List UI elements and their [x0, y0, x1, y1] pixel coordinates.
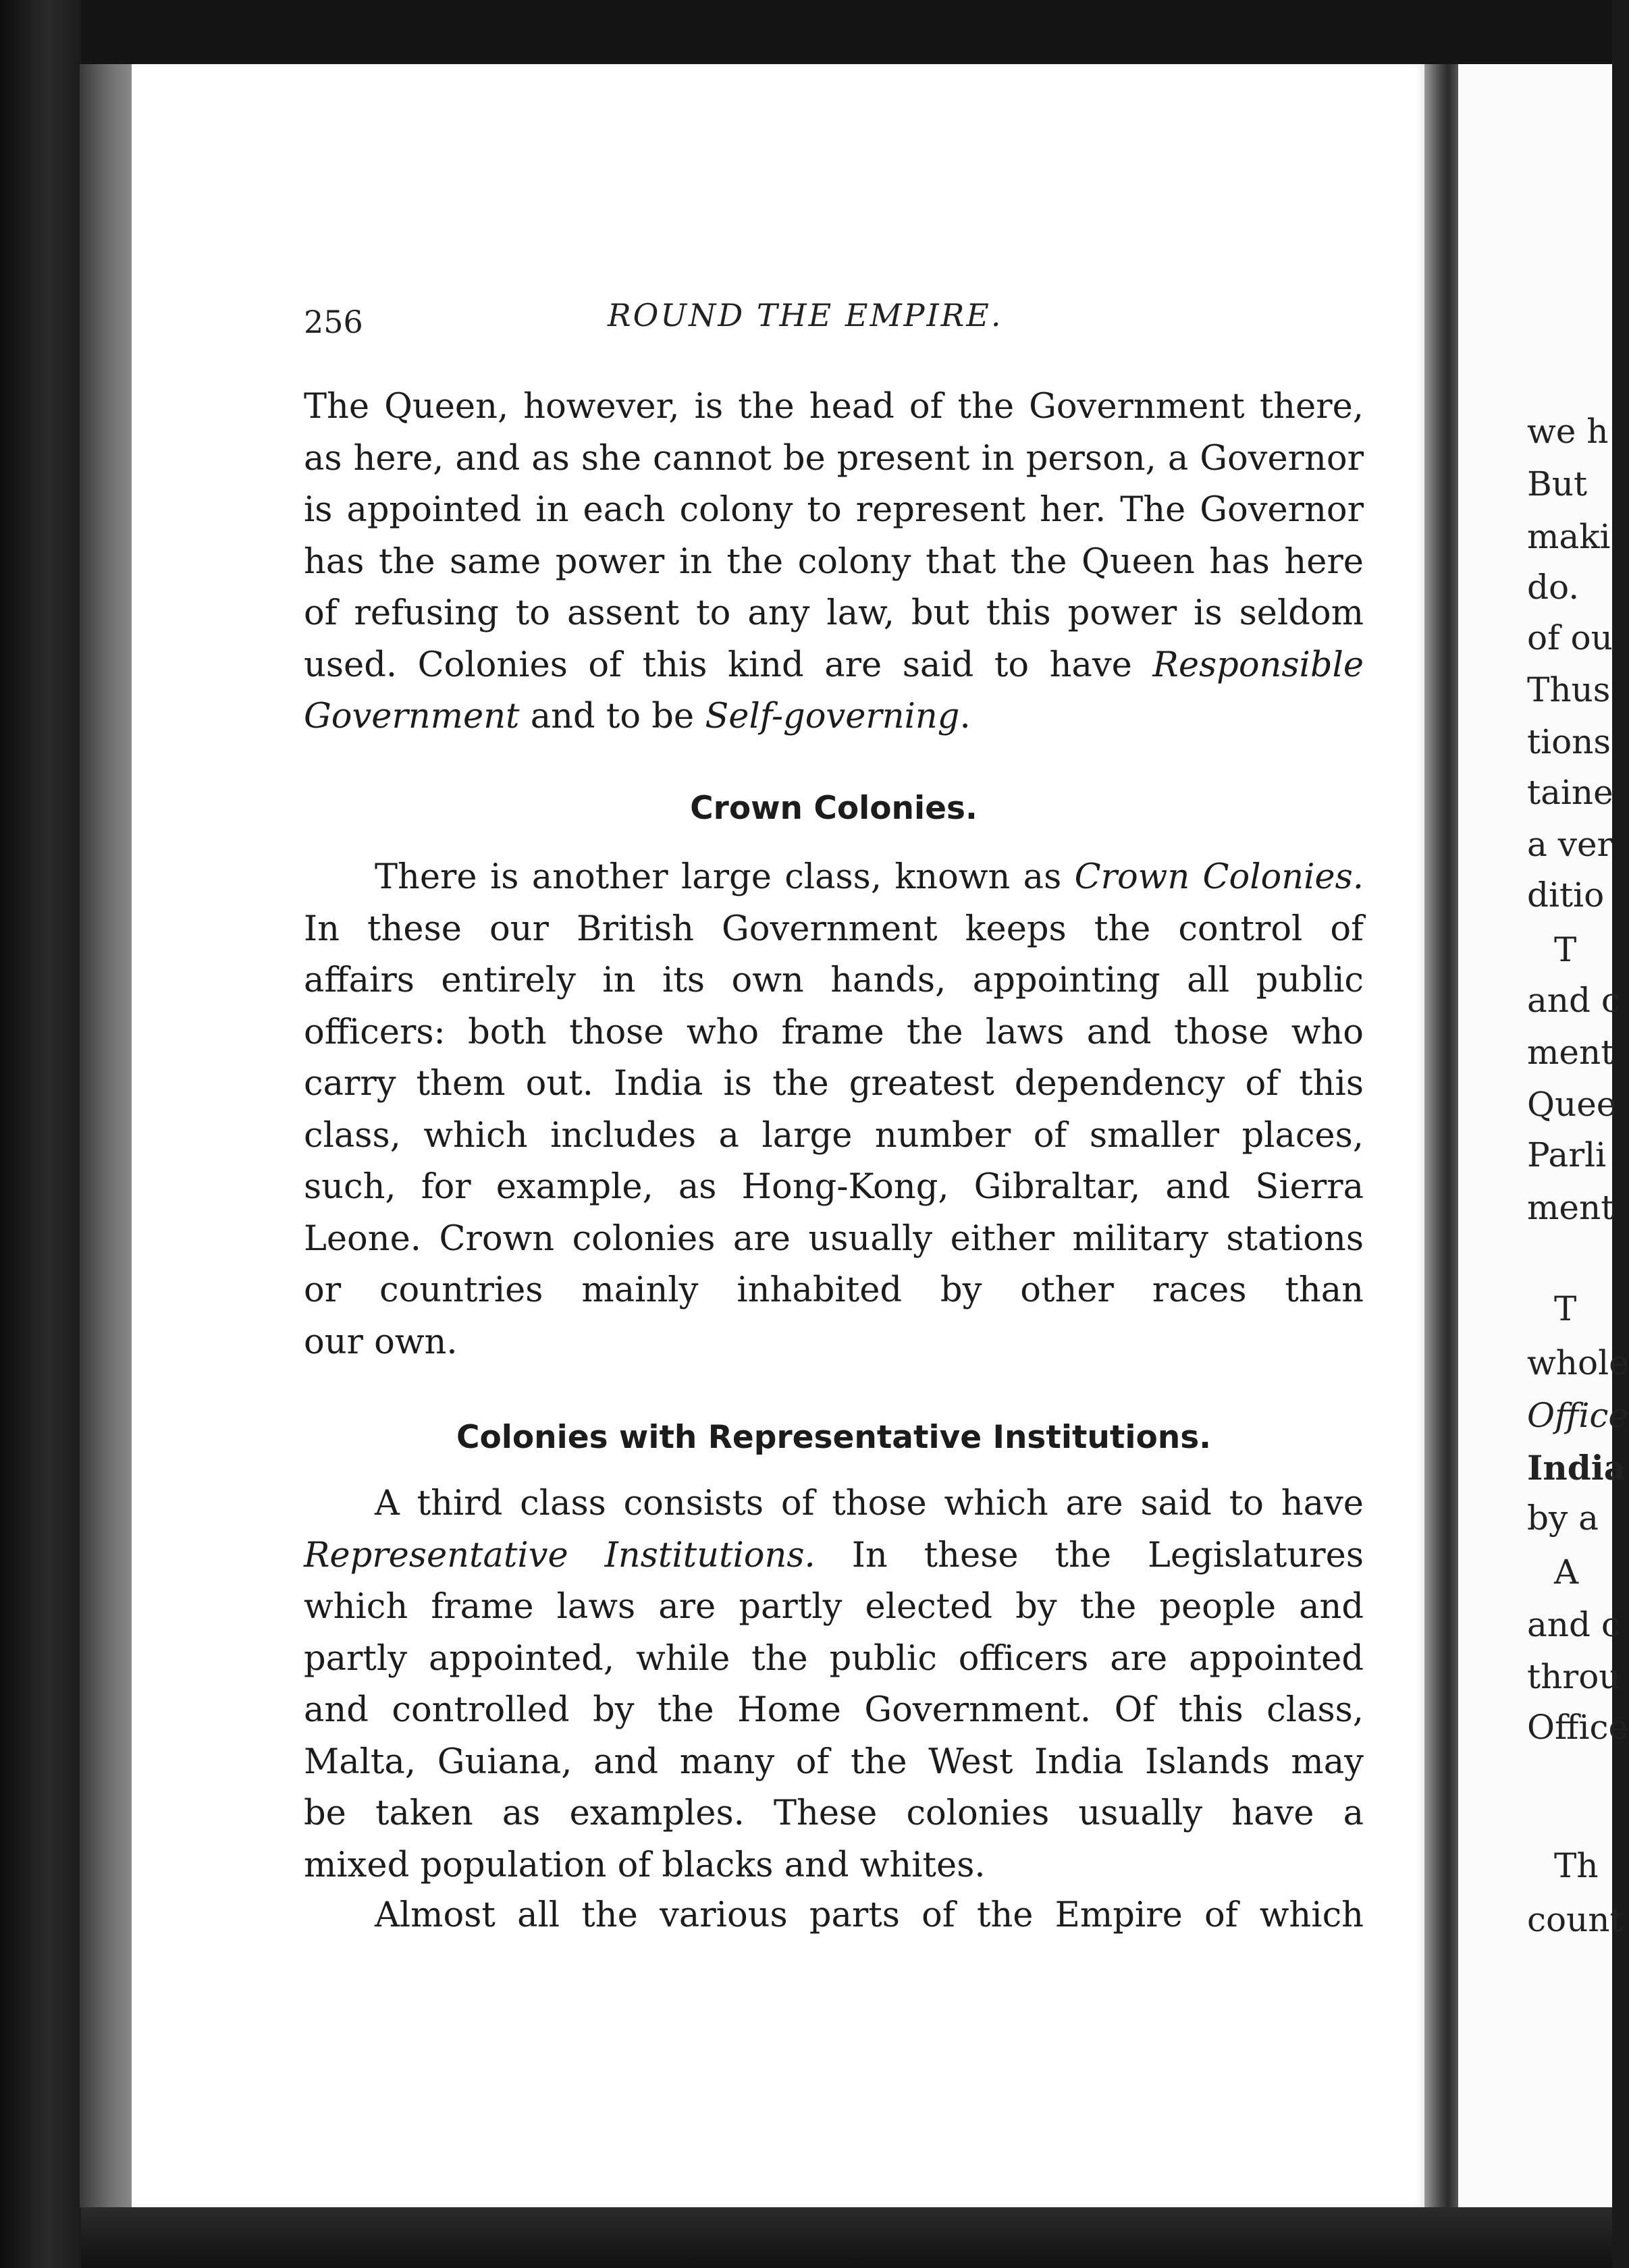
paragraph-1 [304, 381, 1364, 743]
text-run: In these the Legislatures [815, 1535, 1364, 1575]
right-page-line: maki [1527, 517, 1611, 556]
paragraph-3 [304, 1478, 1364, 1891]
right-page-line: Office [1527, 1396, 1628, 1435]
text-line: The Queen, however, is the head of the Government there, [304, 387, 1364, 427]
page-number: 256 [304, 304, 363, 340]
text-line [304, 691, 1364, 743]
text-line: affairs entirely in its own hands, appointing all public [304, 961, 1364, 1000]
text-line: mixed population of blacks and whites. [304, 1845, 986, 1885]
running-header [304, 297, 1364, 351]
emphasis-representative-institutions: Representative Institutions. [304, 1535, 816, 1575]
text-line: Almost all the various parts of the Empire of which [375, 1895, 1364, 1935]
paragraph-2 [304, 852, 1364, 1368]
text-line: is appointed in each colony to represent her. The Governor [304, 490, 1364, 530]
emphasis-crown-colonies: Crown Colonies. [1074, 857, 1364, 897]
right-page-line: But [1527, 464, 1588, 504]
right-page-line: Quee [1527, 1085, 1617, 1124]
emphasis-self-governing: Self-governing [705, 697, 960, 736]
emphasis-government: Government [304, 697, 520, 736]
right-page-line: by a [1527, 1498, 1599, 1538]
section-heading-representative [304, 1419, 1364, 1456]
text-line: officers: both those who frame the laws and those who [304, 1012, 1364, 1052]
text-line: A third class consists of those which are said to have [375, 1484, 1364, 1523]
text-line: as here, and as she cannot be present in person, a Governor [304, 438, 1364, 479]
right-page-line: a ver [1527, 825, 1613, 864]
film-bottom-edge [81, 2207, 1612, 2268]
heading-text: Colonies with Representative Institutions. [456, 1419, 1212, 1456]
right-page-line: Office [1527, 1708, 1629, 1747]
text-line [304, 852, 1364, 904]
text-line: carry them out. India is the greatest dependency of this [304, 1064, 1364, 1104]
right-page-line: tions [1527, 722, 1611, 761]
text-line: such, for example, as Hong-Kong, Gibraltar, and Sierra [304, 1167, 1364, 1207]
text-line: class, which includes a large number of smaller places, [304, 1115, 1364, 1156]
text-line [304, 640, 1364, 692]
right-page-line: of ou [1527, 618, 1613, 657]
right-page-line: we h [1527, 412, 1609, 451]
right-page-line: count [1527, 1900, 1624, 1939]
right-page-line: A [1554, 1552, 1579, 1592]
right-page-line: and c [1527, 981, 1620, 1020]
text-run: and to be [519, 697, 705, 736]
text-line: has the same power in the colony that the Queen has here [304, 541, 1364, 582]
text-line: and controlled by the Home Government. Of this class, [304, 1690, 1364, 1730]
right-page-line: taine [1527, 773, 1613, 812]
text-line: or countries mainly inhabited by other races than [304, 1270, 1364, 1310]
right-page-line: ditio [1527, 875, 1605, 915]
right-page-line: do. [1527, 568, 1580, 607]
right-page-line: ment [1527, 1033, 1615, 1072]
right-page-line: throu [1527, 1657, 1621, 1696]
text-line: of refusing to assent to any law, but this power is seldom [304, 593, 1364, 633]
book-gutter [1424, 64, 1458, 2207]
section-heading-crown-colonies [304, 790, 1364, 827]
right-page-line: T [1554, 930, 1577, 969]
paragraph-4 [304, 1890, 1364, 1942]
text-line: our own. [304, 1322, 458, 1362]
emphasis-responsible: Responsible [1152, 645, 1364, 685]
text-line: In these our British Government keeps the control of [304, 909, 1364, 949]
text-line: Leone. Crown colonies are usually either military stations [304, 1218, 1364, 1259]
text-line: Malta, Guiana, and many of the West India Islands may [304, 1742, 1364, 1782]
heading-text: Crown Colonies. [690, 790, 978, 827]
right-page-line: Thus [1527, 670, 1611, 709]
right-page-line: India [1527, 1448, 1626, 1488]
right-page-line: whole [1527, 1343, 1629, 1382]
text-run: There is another large class, known as [375, 857, 1075, 897]
right-page-line: Th [1554, 1846, 1599, 1885]
right-page-line: Parli [1527, 1135, 1607, 1174]
text-line: partly appointed, while the public officers are appointed [304, 1638, 1364, 1679]
right-page-line: T [1554, 1289, 1577, 1328]
text-line: which frame laws are partly elected by the people and [304, 1587, 1364, 1627]
page-edge-shadow [80, 64, 134, 2207]
right-page-line: ment [1527, 1188, 1615, 1227]
running-title: ROUND THE EMPIRE. [608, 297, 1003, 333]
text-line: be taken as examples. These colonies usually have a [304, 1793, 1364, 1833]
right-page-line: and c [1527, 1605, 1620, 1644]
film-edge [0, 0, 81, 2268]
text-line [304, 1530, 1364, 1582]
text-run: . [959, 697, 971, 736]
text-run: used. Colonies of this kind are said to have [304, 645, 1153, 685]
